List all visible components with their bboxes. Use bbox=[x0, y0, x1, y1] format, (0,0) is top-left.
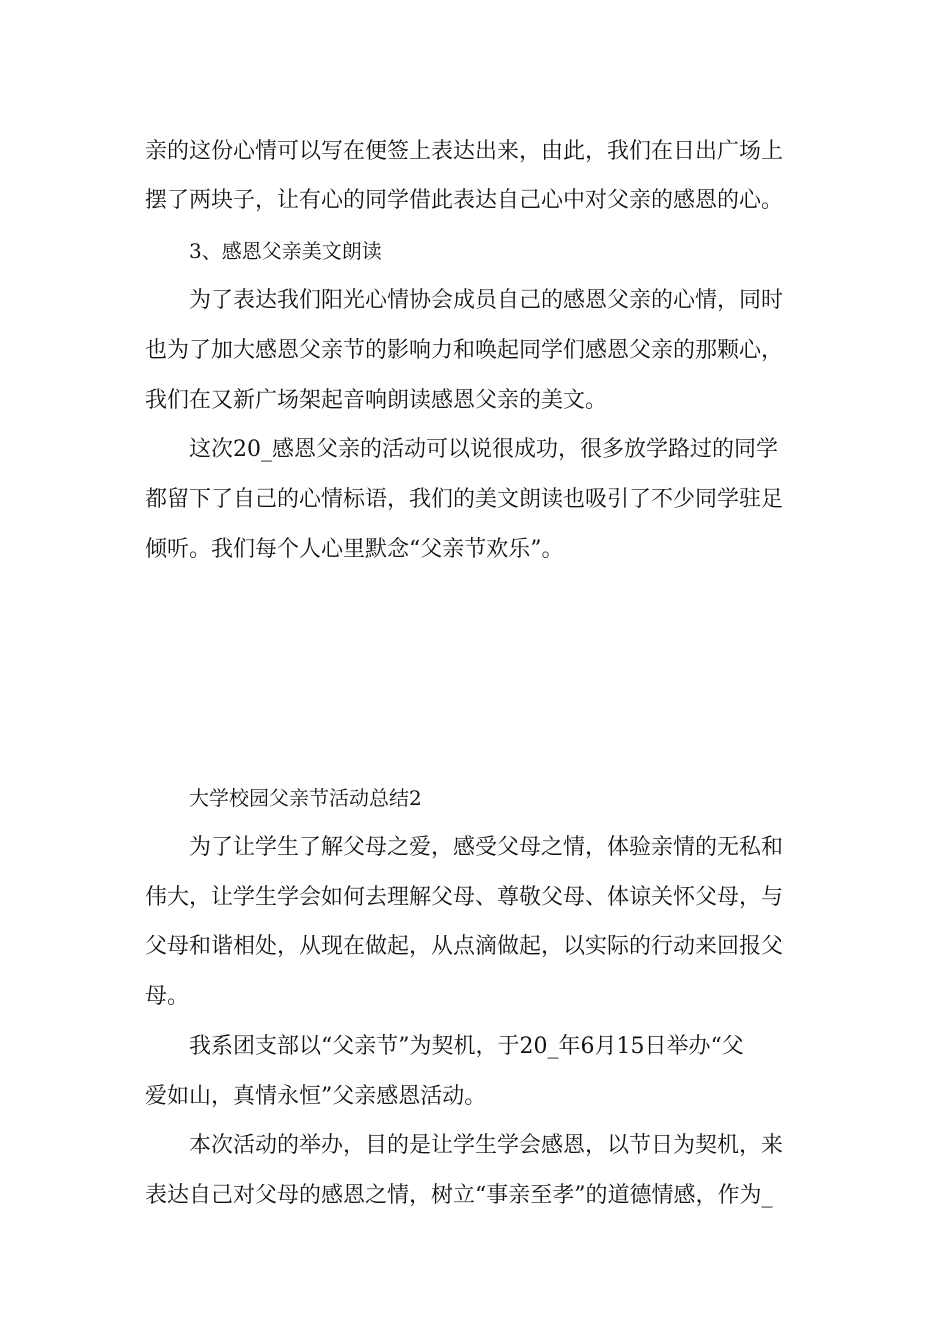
text-line: 爱如山，真情永恒”父亲感恩活动。 bbox=[145, 1084, 487, 1109]
text-line: 这次20_感恩父亲的活动可以说很成功，很多放学路过的同学 bbox=[189, 437, 778, 462]
text-line: 伟大，让学生学会如何去理解父母、尊敬父母、体谅关怀父母，与 bbox=[145, 885, 784, 910]
text-line: 我们在又新广场架起音响朗读感恩父亲的美文。 bbox=[145, 388, 608, 413]
document-title: 大学校园父亲节活动总结2 bbox=[189, 786, 422, 810]
text-line: 倾听。我们每个人心里默念“父亲节欢乐”。 bbox=[145, 537, 564, 562]
text-line: 我系团支部以“父亲节”为契机，于20_年6月15日举办“父 bbox=[189, 1034, 744, 1059]
text-line: 表达自己对父母的感恩之情，树立“事亲至孝”的道德情感，作为_ bbox=[145, 1183, 773, 1208]
section-heading: 3、感恩父亲美文朗读 bbox=[189, 239, 382, 263]
text-line: 摆了两块子，让有心的同学借此表达自己心中对父亲的感恩的心。 bbox=[145, 188, 784, 213]
text-line: 父母和谐相处，从现在做起，从点滴做起，以实际的行动来回报父 bbox=[145, 934, 784, 959]
text-line: 亲的这份心情可以写在便签上表达出来，由此，我们在日出广场上 bbox=[145, 139, 784, 164]
text-line: 母。 bbox=[145, 984, 190, 1009]
text-line: 都留下了自己的心情标语，我们的美文朗读也吸引了不少同学驻足 bbox=[145, 487, 784, 512]
text-line: 本次活动的举办，目的是让学生学会感恩，以节日为契机，来 bbox=[189, 1133, 784, 1158]
text-line: 为了让学生了解父母之爱，感受父母之情，体验亲情的无私和 bbox=[189, 835, 784, 860]
text-line: 为了表达我们阳光心情协会成员自己的感恩父亲的心情，同时 bbox=[189, 288, 784, 313]
text-line: 也为了加大感恩父亲节的影响力和唤起同学们感恩父亲的那颗心， bbox=[145, 338, 784, 363]
